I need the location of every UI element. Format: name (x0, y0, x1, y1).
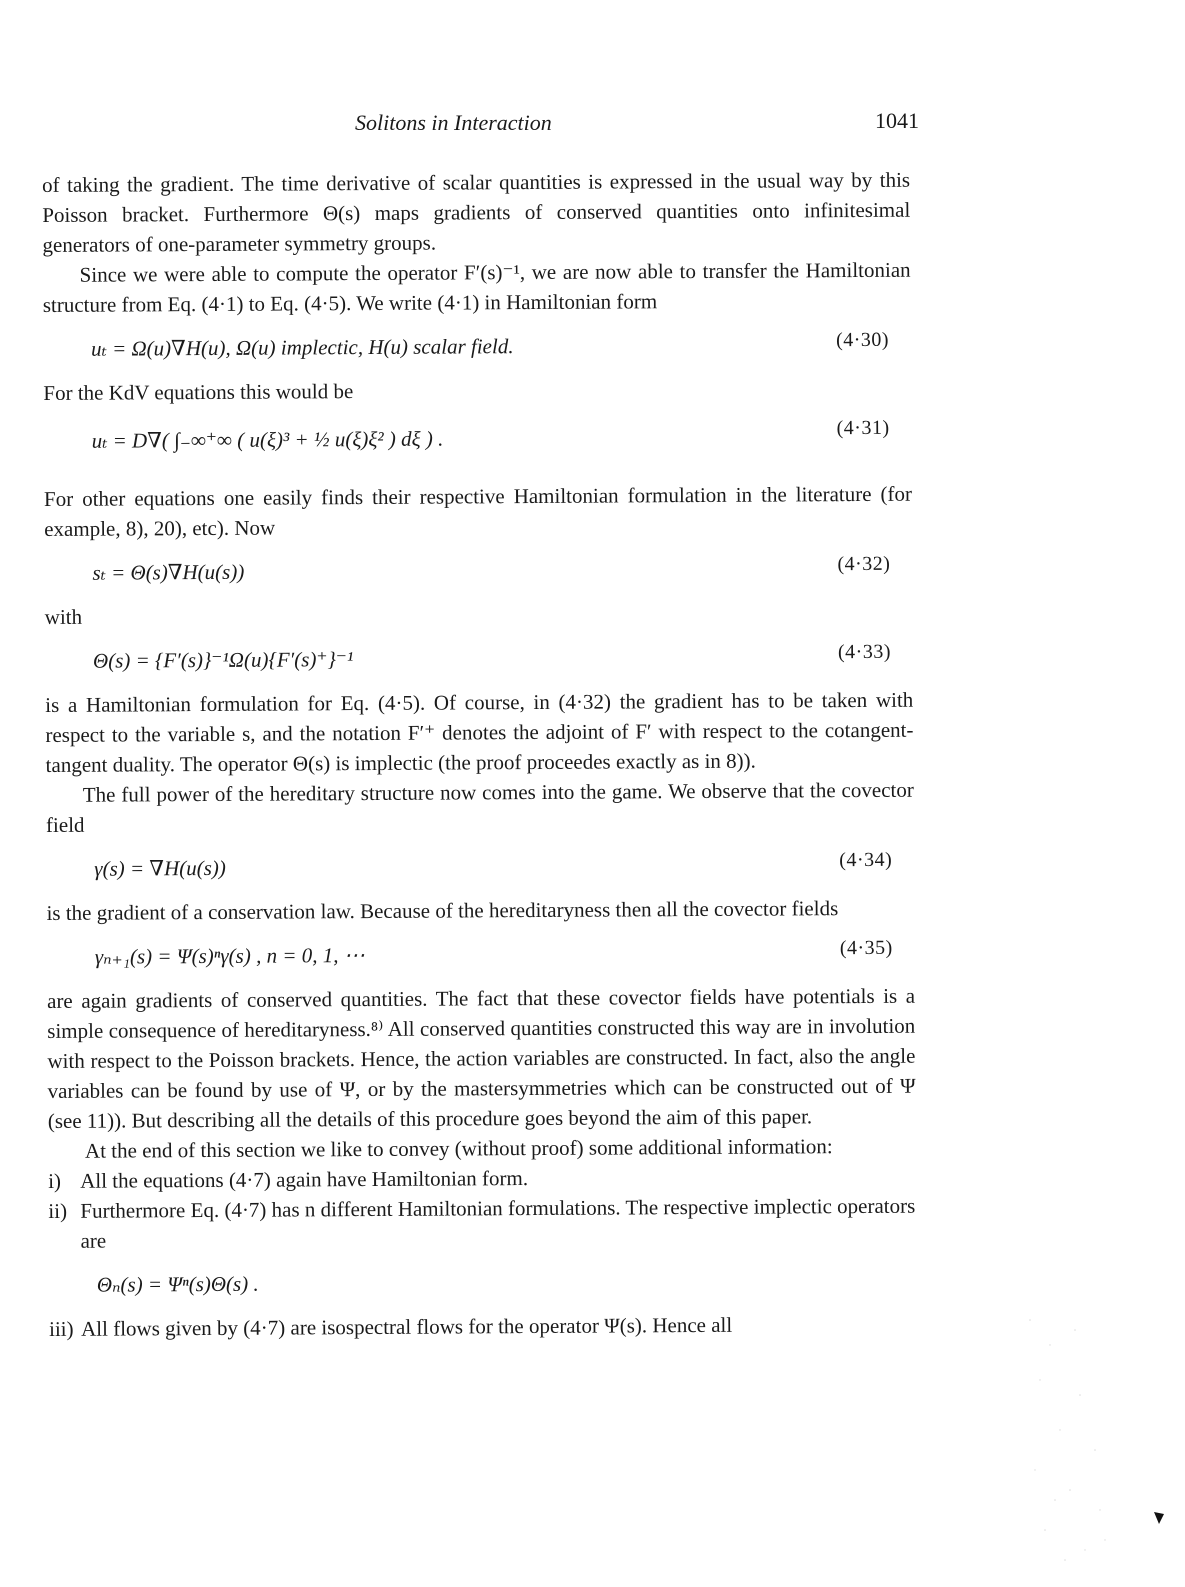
list-marker-ii: ii) (48, 1198, 68, 1223)
equation-4-35 (47, 929, 915, 980)
equation-4-34-math: γ(s) = ∇H(u(s)) (94, 855, 226, 881)
equation-4-32 (44, 545, 912, 596)
equation-4-31 (43, 409, 911, 478)
list-text-i: All the equations (4·7) again have Hamiltonian form. (80, 1166, 529, 1193)
equation-4-33-number: (4·33) (837, 640, 892, 664)
equation-4-35-number: (4·35) (839, 936, 893, 960)
equation-4-31-number: (4·31) (836, 416, 890, 440)
equation-4-30 (43, 321, 911, 372)
paragraph-8: is the gradient of a conservation law. Because of the hereditaryness then all the covector fields (46, 896, 839, 925)
equation-4-31-math: uₜ = D∇( ∫₋∞⁺∞ ( u(ξ)³ + ½ u(ξ)ξ² ) dξ ) . (91, 426, 444, 453)
equation-theta-n-math: Θₙ(s) = Ψⁿ(s)Θ(s) . (96, 1271, 259, 1297)
page-number: 1041 (875, 108, 919, 133)
equation-4-30-number: (4·30) (836, 328, 890, 352)
equation-4-33-math: Θ(s) = {F′(s)}⁻¹Ω(u){F′(s)⁺}⁻¹ (92, 647, 354, 673)
paragraph-3: For the KdV equations this would be (43, 379, 354, 405)
paragraph-6: is a Hamiltonian formulation for Eq. (4·5). Of course, in (4·32) the gradient has to be taken with respect to the variable s, and the notation F′⁺ denotes the adjoint of F′ with respect to the cotangent-tangent duality. The operator Θ(s) is implectic (the proof proceedes exactly as in 8)). (45, 687, 914, 777)
list-item-iii (49, 1309, 917, 1344)
body-text (42, 165, 917, 1344)
list-item-ii (48, 1191, 916, 1256)
running-title: Solitons in Interaction (355, 110, 552, 135)
paragraph-5: with (44, 604, 83, 629)
list-marker-iii: iii) (49, 1316, 74, 1341)
margin-mark (1153, 1510, 1165, 1526)
equation-4-34 (46, 841, 914, 892)
list-text-ii: Furthermore Eq. (4·7) has n different Hamiltonian formulations. The respective implectic operators are (80, 1193, 916, 1253)
equation-4-32-math: sₜ = Θ(s)∇H(u(s)) (92, 559, 245, 585)
paragraph-9: are again gradients of conserved quantities. The fact that these covector fields have potentials is a simple consequence of hereditaryness.⁸⁾ All conserved quantities constructed this way are in involution with respect to the Poisson brackets. Hence, the action variables are constructed. In fact, also the angle variables can be found by use of Ψ, or by the mastersymmetries which can be constructed out of Ψ (see 11)). But describing all the details of this procedure goes beyond the aim of this paper. (47, 983, 916, 1133)
paragraph-4: For other equations one easily finds their respective Hamiltonian formulation in the literature (for example, 8), 20), etc). Now (43, 481, 913, 541)
list-text-iii: All flows given by (4·7) are isospectral flows for the operator Ψ(s). Hence all (81, 1312, 733, 1341)
paragraph-1: of taking the gradient. The time derivative of scalar quantities is expressed in the usual way by this Poisson bracket. Furthermore Θ(s) maps gradients of conserved quantities onto infinitesimal generators of one-parameter symmetry groups. (42, 167, 911, 257)
equation-4-34-number: (4·34) (839, 848, 893, 872)
running-head (0, 110, 1185, 144)
equation-theta-n (49, 1257, 917, 1308)
scan-noise-speckle (1020, 1300, 1115, 1570)
paragraph-2: Since we were able to compute the operator F′(s)⁻¹, we are now able to transfer the Hamiltonian structure from Eq. (4·1) to Eq. (4·5). We write (4·1) in Hamiltonian form (42, 257, 911, 317)
equation-4-30-math: uₜ = Ω(u)∇H(u), Ω(u) implectic, H(u) scalar field. (91, 334, 514, 361)
equation-4-35-math: γₙ₊₁(s) = Ψ(s)ⁿγ(s) , n = 0, 1, ⋯ (94, 943, 365, 969)
list-marker-i: i) (48, 1168, 62, 1193)
paragraph-10: At the end of this section we like to convey (without proof) some additional information: (84, 1134, 833, 1163)
equation-4-33 (45, 633, 913, 684)
equation-4-32-number: (4·32) (837, 552, 891, 576)
paragraph-7: The full power of the hereditary structure now comes into the game. We observe that the covector field (45, 777, 914, 837)
